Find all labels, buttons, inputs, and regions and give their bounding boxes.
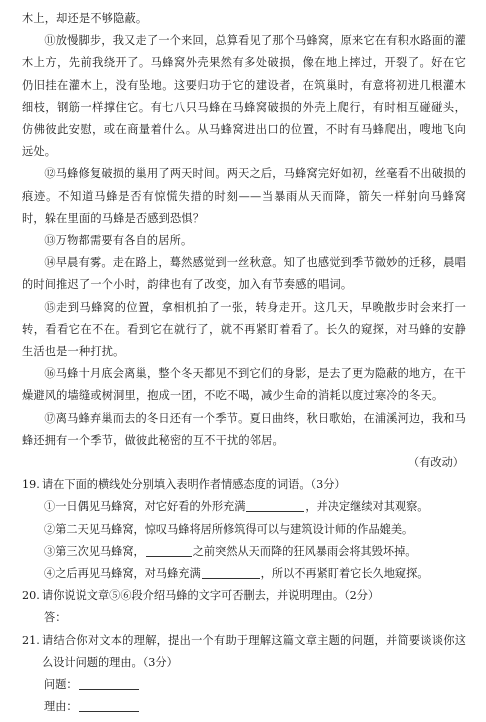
- question-text: 请你说说文章⑤⑥段介绍马蜂的文字可否删去，并说明理由。（2分）: [42, 589, 380, 603]
- passage-paragraph-15: ⑮走到马蜂窝的位置，拿相机拍了一张，转身走开。这几天，早晚散步时会来打一转，看看它在不在。看到它在就行了，就不再紧盯着看了。长久的窥探，对马蜂的安静生活也是一种打扰。: [22, 300, 466, 359]
- passage-paragraph-17: ⑰离马蜂弃巢而去的冬日还有一个季节。夏日曲终，秋日歌始，在浦溪河边，我和马蜂还拥有一个季节，做彼此秘密的互不干扰的邻居。: [22, 411, 466, 447]
- answer-blank[interactable]: [146, 542, 192, 557]
- question-number: 21.: [22, 633, 40, 647]
- question-text: 请结合你对文本的理解，提出一个有助于理解这篇文章主题的问题，并简要谈谈你这么设计问题的理由。（3分）: [42, 633, 466, 669]
- question-19-item-3: ③第三次见马蜂窝， 之前突然从天而降的狂风暴雨会将其毁坏掉。: [22, 541, 466, 563]
- answer-blank[interactable]: [246, 497, 304, 512]
- question-21-reason-line: 理由：: [22, 696, 466, 718]
- passage-paragraph-10-tail: 木上，却还是不够隐蔽。: [22, 12, 148, 25]
- answer-blank[interactable]: [202, 564, 260, 579]
- passage-paragraph-11: ⑪放慢脚步，我又走了一个来回，总算看见了那个马蜂窝，原来它在有积水路面的灌木上方，先前我绕开了。马蜂窝外壳果然有多处破损，像在地上摔过，开裂了。好在它仍旧挂在灌木上，没有坠地。这要归功于它的建设者，在筑巢时，有意将初进几根灌木细枝，钢筋一样撑住它。有七八只马蜂在马蜂窝破损的外壳上爬行，有时相互碰碰头，仿佛彼此安慰，或在商量着什么。从马蜂窝进出口的位置，不时有马蜂爬出，嗖地飞向远处。: [22, 34, 466, 159]
- question-20: [22, 585, 466, 607]
- question-number: 20.: [22, 589, 40, 603]
- passage-paragraph-16: ⑯马蜂十月底会离巢，整个冬天都见不到它们的身影，是去了更为隐蔽的地方，在干燥避风的墙缝或树洞里，抱成一团，不吃不喝，减少生命的消耗以度过寒冷的冬天。: [22, 367, 466, 403]
- question-20-answer: 答：: [44, 611, 67, 625]
- question-19: [22, 474, 466, 496]
- question-19-item-2: ②第二天见马蜂窝，惊叹马蜂将居所修筑得可以与建筑设计师的作品媲美。: [44, 522, 414, 536]
- passage-paragraph-13: ⑬万物都需要有各自的居所。: [44, 234, 193, 248]
- question-21-question-line: 问题：: [22, 674, 466, 696]
- answer-blank[interactable]: [79, 675, 139, 690]
- answer-blank[interactable]: [79, 697, 139, 712]
- question-21: [22, 630, 466, 674]
- question-text: 请在下面的横线处分别填入表明作者情感态度的词语。（3分）: [42, 478, 346, 492]
- question-number: 19.: [22, 478, 40, 492]
- passage-paragraph-12: ⑫马蜂修复破损的巢用了两天时间。两天之后，马蜂窝完好如初，丝毫看不出破损的痕迹。不知道马蜂是否有惊慌失措的时刻——当暴雨从天而降，箭矢一样射向马蜂窝时，躲在里面的马蜂是否感到恐惧？: [22, 167, 466, 225]
- question-19-item-1: ①一日偶见马蜂窝，对它好看的外形充满 ，并决定继续对其观察。: [22, 496, 466, 518]
- source-note: （有改动）: [408, 456, 464, 470]
- question-19-item-4: ④之后再见马蜂窝，对马蜂充满 ，所以不再紧盯着它长久地窥探。: [22, 563, 466, 585]
- passage-paragraph-14: ⑭早晨有雾。走在路上，蓦然感觉到一丝秋意。知了也感觉到季节微妙的迁移，晨唱的时间推迟了一个小时，韵律也有了改变，加入有节奏感的唱词。: [22, 256, 466, 292]
